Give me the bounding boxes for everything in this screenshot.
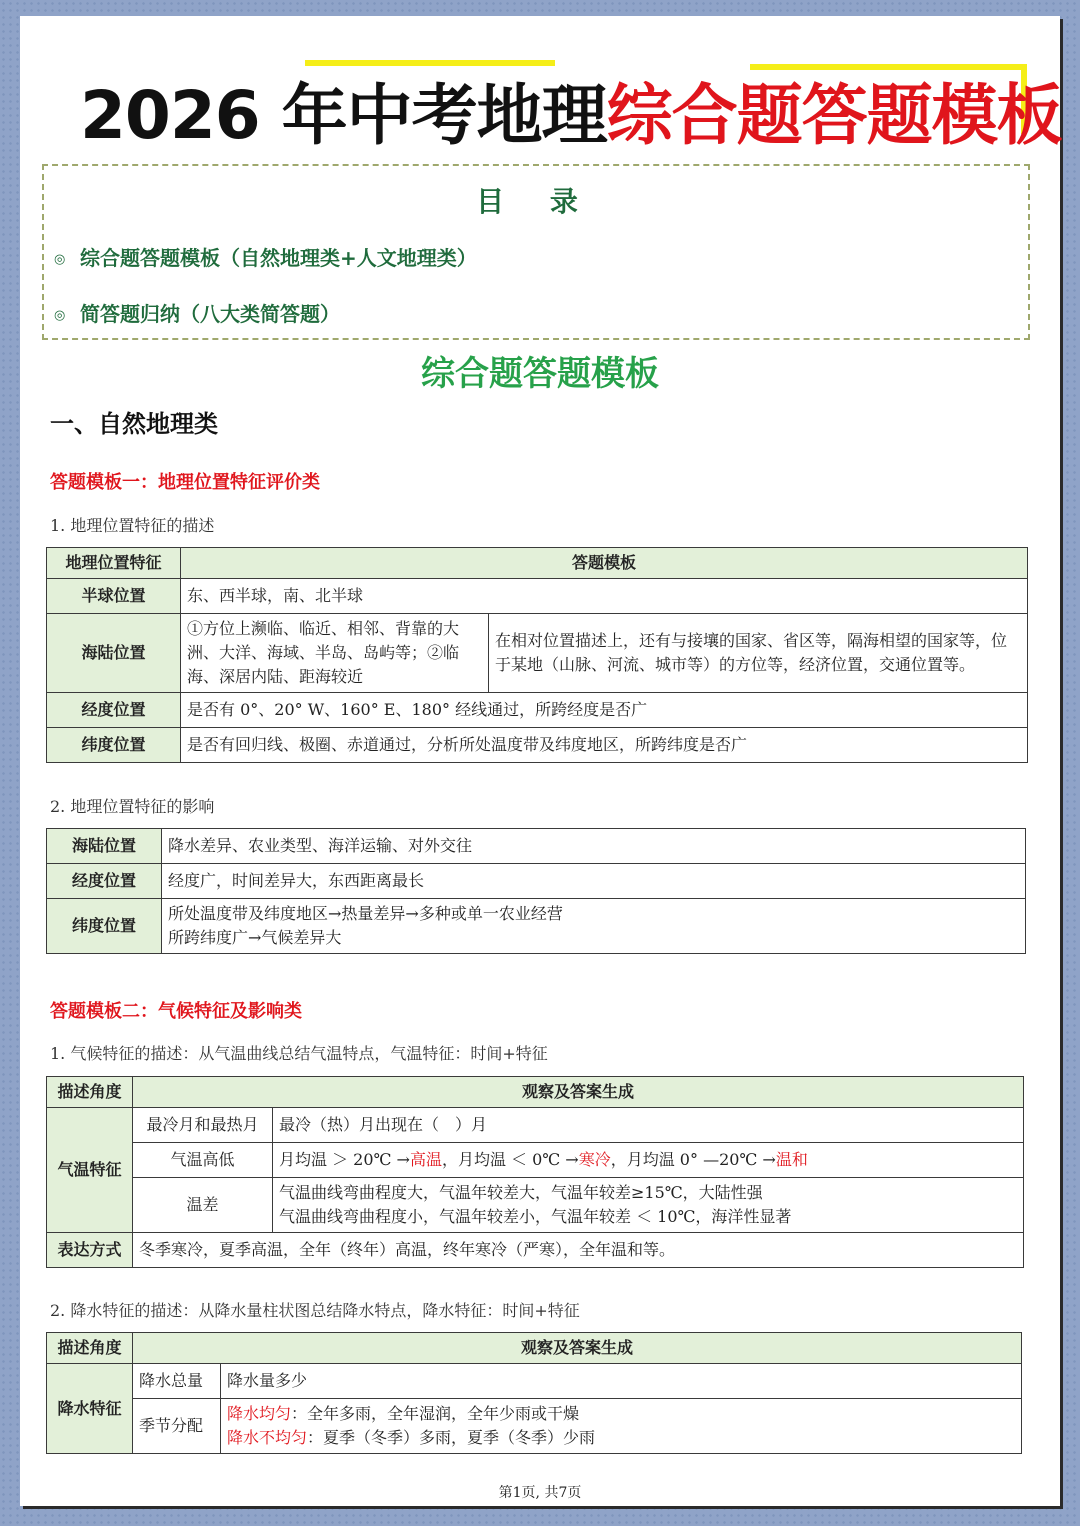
table-cell: 经度广，时间差异大，东西距离最长	[162, 864, 1026, 899]
table-cell: 是否有 0°、20° W、160° E、180° 经线通过，所跨经度是否广	[181, 693, 1028, 728]
cell-line: 气温曲线弯曲程度小，气温年较差小，气温年较差 ＜ 10℃，海洋性显著	[279, 1207, 792, 1226]
table-cell: 降水量多少	[221, 1364, 1022, 1399]
table-header: 地理位置特征	[47, 548, 181, 579]
table-cell: 在相对位置描述上，还有与接壤的国家、省区等，隔海相望的国家等，位于某地（山脉、河流、城市等）的方位等，经济位置，交通位置等。	[489, 614, 1028, 693]
table-cell	[162, 899, 1026, 954]
sub-label: 季节分配	[133, 1399, 221, 1454]
bullet-icon: ◎	[54, 252, 66, 267]
cell-text: ：全年多雨，全年湿润，全年少雨或干燥	[291, 1404, 580, 1423]
section-title: 综合题答题模板	[421, 354, 659, 394]
sub-label: 降水总量	[133, 1364, 221, 1399]
row-label: 半球位置	[47, 579, 181, 614]
cell-line: 气温曲线弯曲程度大，气温年较差大，气温年较差≥15℃，大陆性强	[279, 1183, 763, 1202]
table-cell: 是否有回归线、极圈、赤道通过，分析所处温度带及纬度地区，所跨纬度是否广	[181, 728, 1028, 763]
cell-text: ，月均温 0° —20℃ →	[610, 1150, 776, 1169]
row-label: 表达方式	[47, 1233, 133, 1268]
row-label: 气温特征	[47, 1108, 133, 1233]
table-header: 描述角度	[47, 1077, 133, 1108]
table-header: 描述角度	[47, 1333, 133, 1364]
template1-heading: 答题模板一：地理位置特征评价类	[50, 472, 320, 493]
table-of-contents	[42, 164, 1030, 340]
cell-text-red: 降水不均匀	[227, 1428, 308, 1447]
title-highlight	[750, 64, 1026, 70]
table-header: 答题模板	[181, 548, 1028, 579]
table-cell: 东、西半球，南、北半球	[181, 579, 1028, 614]
table-cell: 冬季寒冷，夏季高温，全年（终年）高温，终年寒冷（严寒），全年温和等。	[133, 1233, 1024, 1268]
cell-text: ：夏季（冬季）多雨，夏季（冬季）少雨	[307, 1428, 596, 1447]
row-label: 纬度位置	[47, 728, 181, 763]
table-cell: ①方位上濒临、临近、相邻、背靠的大洲、大洋、海域、半岛、岛屿等；②临海、深居内陆、距海较近	[181, 614, 489, 693]
cell-text-red: 降水均匀	[227, 1404, 292, 1423]
sub-label: 最冷月和最热月	[133, 1108, 273, 1143]
location-description-table	[46, 547, 1028, 763]
table-cell	[273, 1178, 1024, 1233]
bullet-icon: ◎	[54, 308, 66, 323]
precipitation-table	[46, 1332, 1022, 1454]
toc-item-label: 简答题归纳（八大类简答题）	[80, 302, 340, 326]
table-cell	[221, 1399, 1022, 1454]
toc-heading: 目 录	[476, 185, 596, 218]
template2-sub1: 1. 气候特征的描述：从气温曲线总结气温特点，气温特征：时间+特征	[50, 1044, 548, 1063]
table-header: 观察及答案生成	[133, 1333, 1022, 1364]
document-page	[20, 16, 1060, 1506]
toc-item-short-answer[interactable]	[54, 298, 340, 327]
cell-text-red: 高温	[409, 1150, 442, 1169]
main-title-black: 2026 年中考地理	[80, 77, 607, 154]
table-cell: 最冷（热）月出现在（ ）月	[273, 1108, 1024, 1143]
cell-line	[227, 1402, 1015, 1426]
table-cell	[273, 1143, 1024, 1178]
template2-sub2: 2. 降水特征的描述：从降水量柱状图总结降水特点，降水特征：时间+特征	[50, 1301, 580, 1320]
sub-label: 温差	[133, 1178, 273, 1233]
sub-label: 气温高低	[133, 1143, 273, 1178]
template2-heading: 答题模板二：气候特征及影响类	[50, 1001, 302, 1022]
table-cell: 降水差异、农业类型、海洋运输、对外交往	[162, 829, 1026, 864]
main-title	[80, 74, 1062, 158]
cell-text: 月均温 ＞ 20℃ →	[279, 1150, 410, 1169]
location-influence-table	[46, 828, 1026, 954]
cell-text: ，月均温 ＜ 0℃ →	[441, 1150, 579, 1169]
title-highlight	[305, 60, 555, 66]
row-label: 海陆位置	[47, 614, 181, 693]
page-footer: 第1页, 共7页	[498, 1485, 582, 1501]
row-label: 经度位置	[47, 864, 162, 899]
row-label: 降水特征	[47, 1364, 133, 1454]
toc-item-label: 综合题答题模板（自然地理类+人文地理类）	[80, 246, 477, 270]
toc-item-comprehensive[interactable]	[54, 242, 477, 271]
part-heading: 一、自然地理类	[50, 410, 218, 438]
table-header: 观察及答案生成	[133, 1077, 1024, 1108]
main-title-red: 综合题答题模板	[606, 77, 1062, 154]
row-label: 经度位置	[47, 693, 181, 728]
cell-line: 所跨纬度广→气候差异大	[168, 928, 342, 947]
temperature-table	[46, 1076, 1024, 1268]
cell-text-red: 温和	[775, 1150, 808, 1169]
cell-line: 所处温度带及纬度地区→热量差异→多种或单一农业经营	[168, 904, 563, 923]
cell-text-red: 寒冷	[578, 1150, 611, 1169]
row-label: 海陆位置	[47, 829, 162, 864]
template1-sub2: 2. 地理位置特征的影响	[50, 797, 215, 816]
cell-line	[227, 1426, 1015, 1450]
template1-sub1: 1. 地理位置特征的描述	[50, 516, 215, 535]
row-label: 纬度位置	[47, 899, 162, 954]
